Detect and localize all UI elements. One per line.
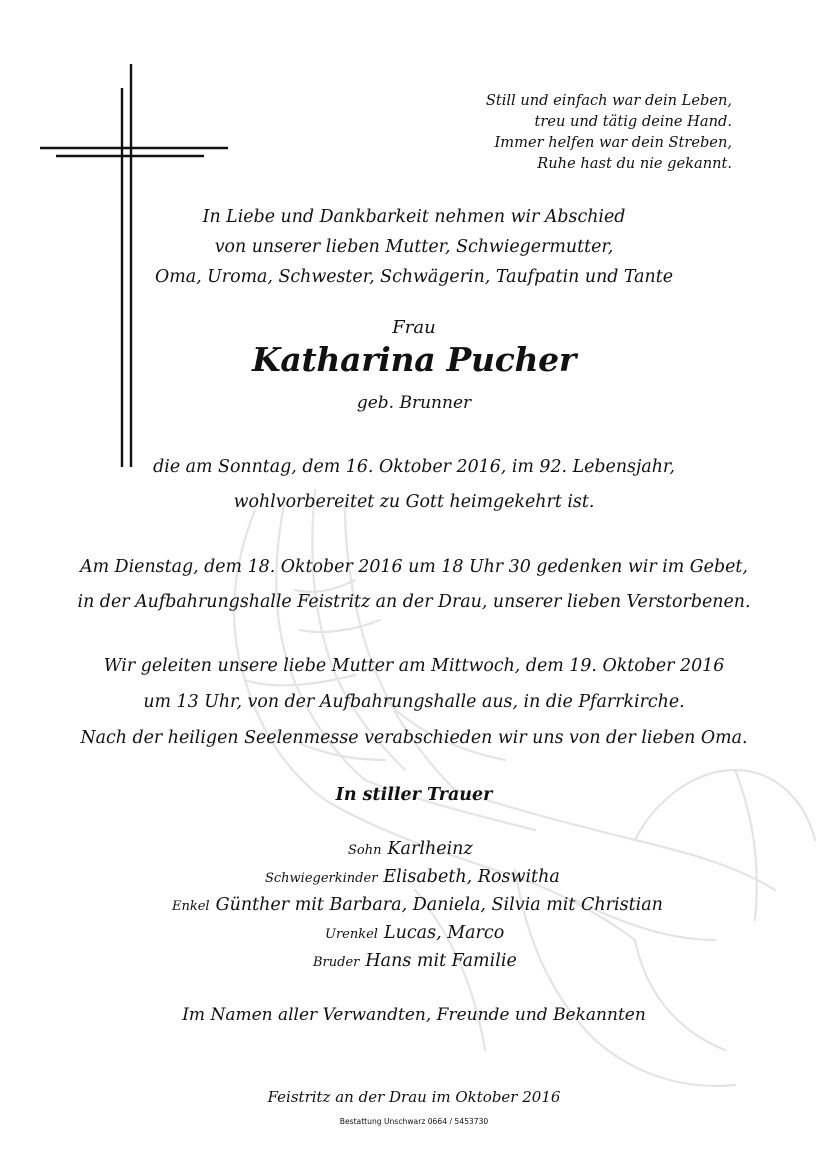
birth-name: geb. Brunner — [356, 393, 472, 413]
family-names: Lucas, Marco — [383, 923, 505, 943]
on-behalf-line: Im Namen aller Verwandten, Freunde und Bekannten — [182, 1005, 646, 1025]
family-row — [265, 863, 828, 891]
undertaker-info: Bestattung Unschwarz 0664 / 5453730 — [339, 1117, 489, 1126]
family-role: Bruder — [313, 955, 360, 970]
intro-line: In Liebe und Dankbarkeit nehmen wir Abschied — [202, 207, 626, 227]
funeral-line: um 13 Uhr, von der Aufbahrungshalle aus, in die Pfarrkirche. — [143, 692, 685, 712]
family-role: Sohn — [348, 843, 382, 858]
intro-text — [0, 202, 828, 292]
family-names: Elisabeth, Roswitha — [383, 867, 560, 887]
death-notice — [0, 450, 828, 520]
funeral-line: Nach der heiligen Seelenmesse verabschieden wir uns von der lieben Oma. — [80, 728, 748, 748]
place-date: Feistritz an der Drau im Oktober 2016 — [267, 1088, 561, 1106]
family-list — [0, 835, 828, 975]
family-row — [348, 835, 828, 863]
salutation: Frau — [392, 317, 436, 338]
family-role: Urenkel — [325, 927, 378, 942]
funeral-line: Wir geleiten unsere liebe Mutter am Mittwoch, dem 19. Oktober 2016 — [103, 656, 725, 676]
prayer-notice — [0, 550, 828, 620]
family-names: Hans mit Familie — [365, 951, 517, 971]
family-names: Karlheinz — [387, 839, 473, 859]
poem-line: treu und tätig deine Hand. — [534, 113, 732, 130]
family-row — [325, 919, 828, 947]
mourning-heading: In stiller Trauer — [335, 785, 493, 805]
poem-line: Immer helfen war dein Streben, — [494, 134, 732, 151]
poem-line: Ruhe hast du nie gekannt. — [537, 155, 732, 172]
family-role: Enkel — [172, 899, 210, 914]
family-role: Schwiegerkinder — [265, 871, 378, 886]
prayer-line: in der Aufbahrungshalle Feistritz an der Drau, unserer lieben Verstorbenen. — [77, 592, 751, 612]
poem — [352, 90, 732, 174]
poem-line: Still und einfach war dein Leben, — [485, 92, 732, 109]
family-names: Günther mit Barbara, Daniela, Silvia mit Christian — [215, 895, 663, 915]
family-row — [313, 947, 828, 975]
death-notice-line: die am Sonntag, dem 16. Oktober 2016, im 92. Lebensjahr, — [153, 457, 675, 477]
family-row — [172, 891, 828, 919]
intro-line: von unserer lieben Mutter, Schwiegermutter, — [214, 237, 614, 257]
death-notice-line: wohlvorbereitet zu Gott heimgekehrt ist. — [233, 492, 595, 512]
funeral-notice — [0, 648, 828, 756]
intro-line: Oma, Uroma, Schwester, Schwägerin, Taufpatin und Tante — [154, 267, 674, 287]
prayer-line: Am Dienstag, dem 18. Oktober 2016 um 18 Uhr 30 gedenken wir im Gebet, — [80, 557, 748, 577]
deceased-name: Katharina Pucher — [252, 340, 576, 379]
